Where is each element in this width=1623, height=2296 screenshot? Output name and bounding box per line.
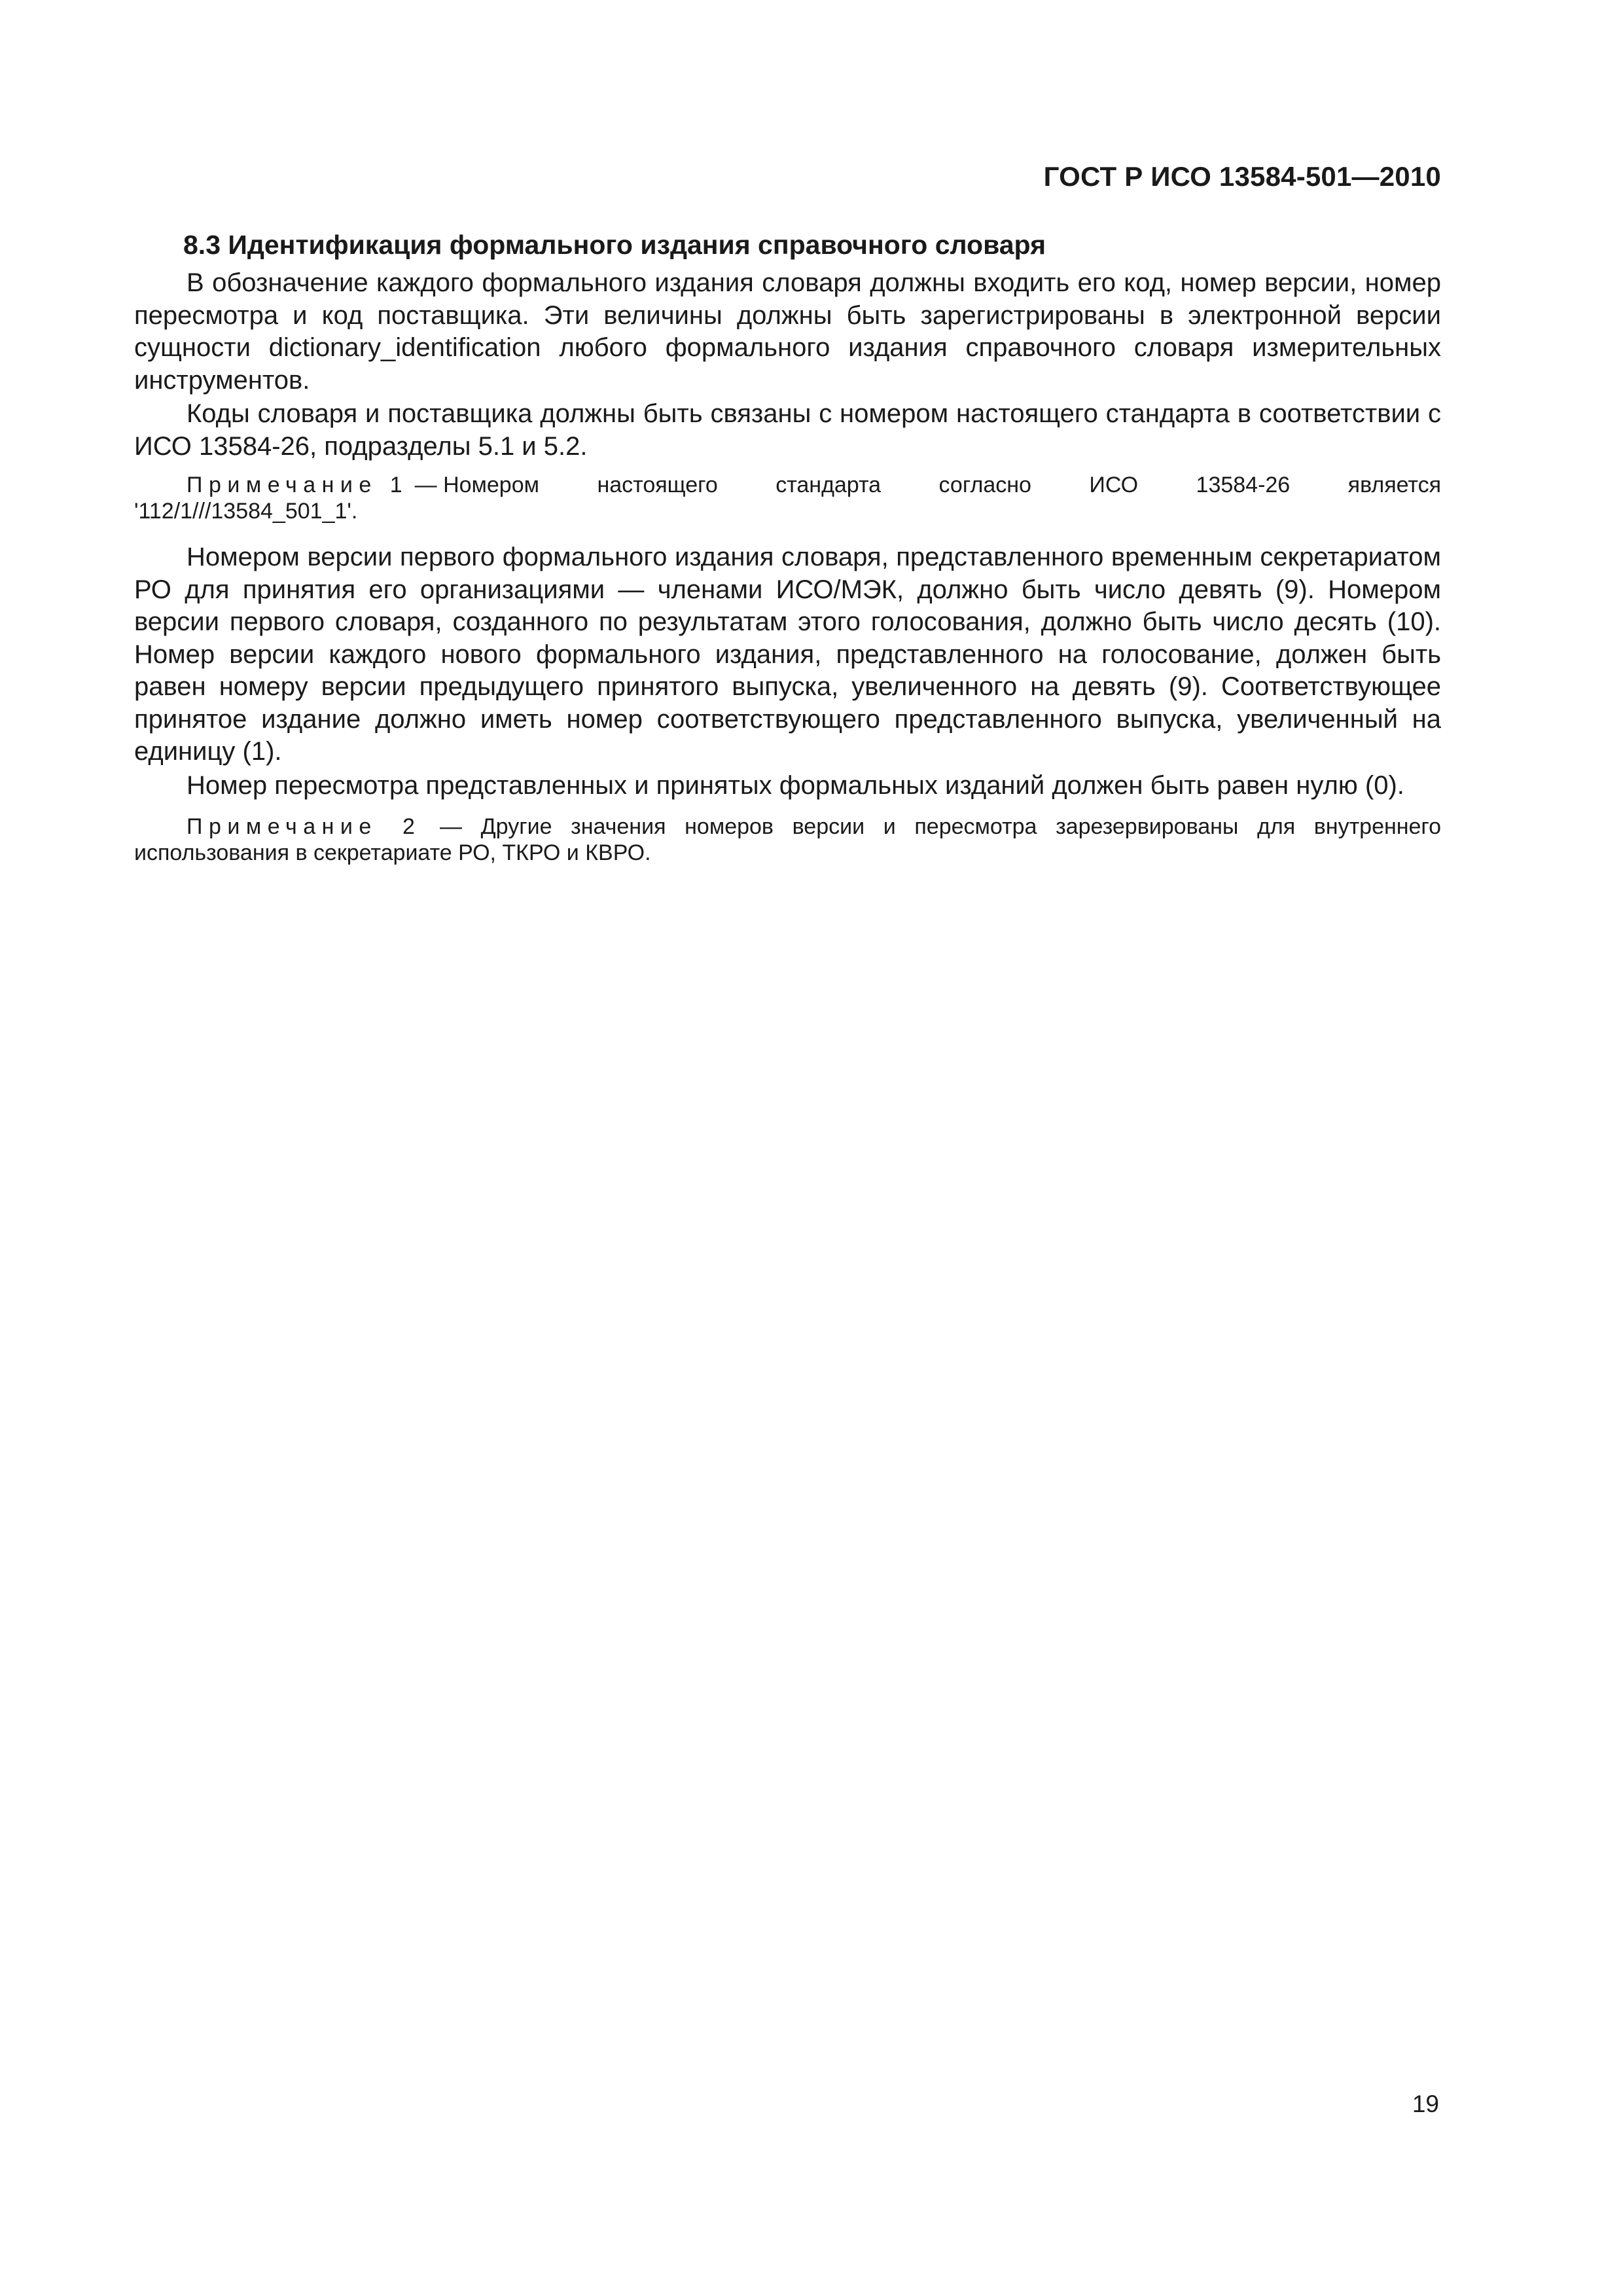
note-1-line-2: '112/1///13584_501_1'. (134, 499, 358, 524)
note-1-head (187, 472, 539, 498)
paragraph-version-numbers: Номером версии первого формального издания словаря, представленного временным секретариатом РО для принятия его организациями — членами ИСО/МЭК, должно быть число девять (9). Номером версии первого словаря, созданного по результатам этого голосования, должно быть число десять (10). Номер версии каждого нового формального издания, представленного на голосование, должен быть равен номеру версии предыдущего принятого выпуска, увеличенного на девять (9). Соответствующее принятое издание должно иметь номер соответствующего представленного выпуска, увеличенный на единицу (1). (134, 543, 1441, 766)
note-1-word: является (1347, 473, 1441, 497)
main-content (134, 226, 1441, 880)
note-1-label: Примечание 1 (187, 473, 409, 497)
note-2 (134, 814, 1441, 866)
page-number: 19 (1412, 2090, 1439, 2117)
note-1-line-1 (134, 472, 1441, 498)
note-1-word: стандарта (776, 473, 882, 497)
note-1-word: Номером (443, 473, 540, 497)
note-1-word: настоящего (597, 473, 718, 497)
document-id-header: ГОСТ Р ИСО 13584-501—2010 (1043, 161, 1441, 192)
paragraph-codes: Коды словаря и поставщика должны быть связаны с номером настоящего стандарта в соответствии с ИСО 13584-26, подразделы 5.1 и 5.2. (134, 399, 1441, 461)
note-1-word: согласно (938, 473, 1031, 497)
section-title: 8.3 Идентификация формального издания справочного словаря (183, 230, 1046, 260)
note-1-separator: — (408, 473, 444, 497)
note-2-text: Другие значения номеров версии и пересмотра зарезервированы для внутреннего использования в секретариате РО, ТКРО и КВРО. (134, 814, 1442, 865)
note-2-separator: — (421, 814, 481, 839)
note-1 (134, 472, 1441, 524)
paragraph-identification: В обозначение каждого формального издания словаря должны входить его код, номер версии, номер пересмотра и код поставщика. Эти величины должны быть зарегистрированы в электронной версии сущности dictionary_identification любого формального издания справочного словаря измерительных инструментов. (134, 268, 1441, 395)
note-1-word: ИСО (1089, 473, 1139, 497)
note-2-label: Примечание 2 (187, 814, 421, 839)
paragraph-revision-number: Номер пересмотра представленных и принятых формальных изданий должен быть равен нулю (0). (187, 770, 1404, 800)
note-1-word: 13584-26 (1196, 473, 1291, 497)
